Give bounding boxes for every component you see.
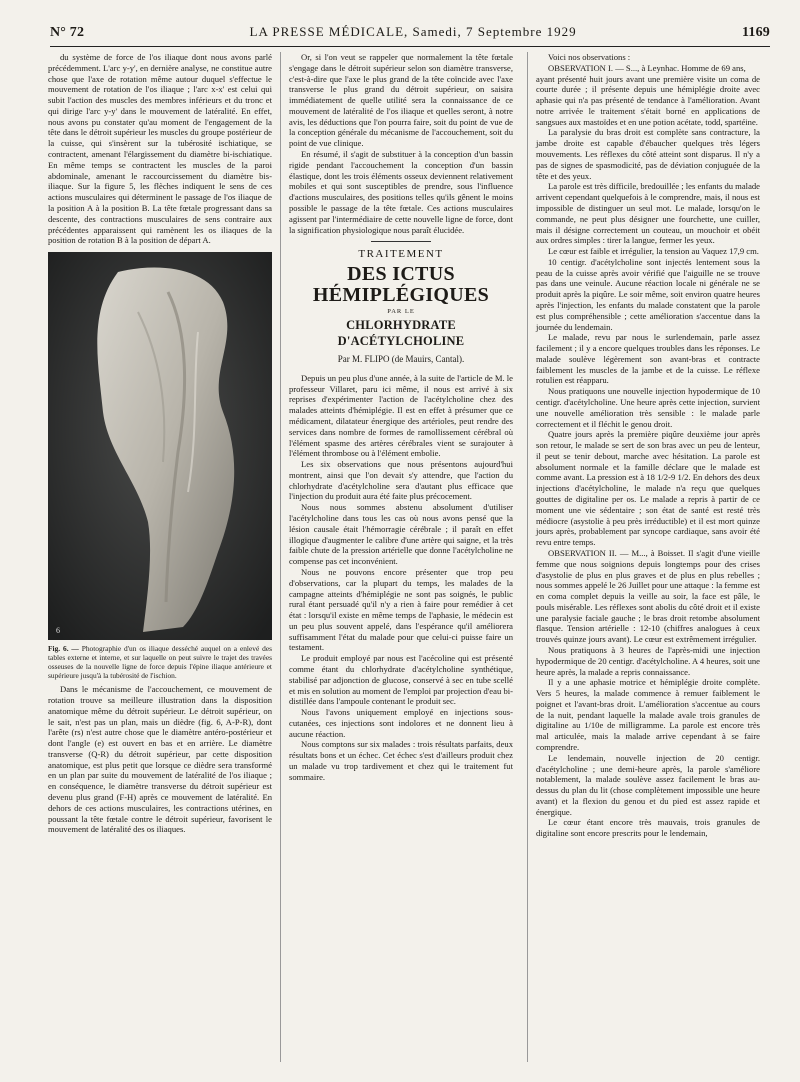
figure-caption [48, 644, 272, 680]
caption-prefix: Fig. 6. — [48, 644, 79, 654]
journal-title: LA PRESSE MÉDICALE, Samedi, 7 Septembre 1929 [249, 24, 577, 39]
article-subtitle: CHLORHYDRATE D'ACÉTYLCHOLINE [337, 318, 465, 348]
col3-paragraph: Le malade, revu par nous le surlendemain, parle assez facilement ; il y a encore quelques troubles dans les réponses. Le malade soulève légèrement son avant-bras et contracte faiblement les muscles de la jambe et de la cuisse. Le réflexe rotulien est réapparu. [536, 332, 760, 386]
header-rule [50, 46, 770, 47]
col2-paragraph: Les six observations que nous présentons aujourd'hui montrent, ainsi que l'on devait s'y attendre, que l'action du chlorhydrate d'acétylcholine sera d'autant plus efficace que l'injection du produit aura été faite plus précocement. [289, 459, 513, 502]
col3-paragraph: Il y a une aphasie motrice et hémiplégie droite complète. Vers 5 heures, la malade commence à remuer faiblement le poignet et l'avant-bras droit. L'amélioration s'accentue au cours de la nuit, pendant laquelle la malade avale trois granules de digitaline au 1/10e de milligramme. La parole est encore très mal articulée, mais la malade arrive cependant à se faire comprendre. [536, 677, 760, 752]
col2-paragraph: Or, si l'on veut se rappeler que normalement la tête fœtale s'engage dans le détroit supérieur selon son diamètre transverse, c'est-à-dire que l'axe le plus grand de la tête coïncide avec l'axe transverse le plus grand du détroit supérieur, on saisira immédiatement de quelle utilité sera la connaissance de ce mouvement de latéralité de l'os iliaque et quelles seront, à notre avis, les déductions que l'on pourra faire, soit du point de vue de la conception générale du mécanisme de l'accouchement, soit du point de vue clinique. [289, 52, 513, 149]
page-number: 1169 [741, 25, 770, 40]
caption-text: Photographie d'un os iliaque desséché auquel on a enlevé des tables externe et interne, et sur laquelle on peut suivre le trajet des travées osseuses de la nouvelle ligne de force depuis l'épine iliaque antérieure et supérieure jusqu'à la tubérosité de l'ischion. [48, 644, 272, 681]
column-1 [48, 52, 272, 835]
article-title: DES ICTUS HÉMIPLÉGIQUES [312, 263, 490, 307]
col3-paragraph: Le lendemain, nouvelle injection de 20 centigr. d'acétylcholine ; une demi-heure après, la parole s'améliore notablement, la malade soulève assez facilement le bras au-dessus du plan du lit (chose complètement impossible une heure avant) et la flexion du genou et du pied est assez rapide et énergique. [536, 752, 760, 817]
col2-paragraph: Nous comptons sur six malades : trois résultats parfaits, deux résultats bons et un échec. Cet échec s'est d'ailleurs produit chez un malade vu trop tardivement et chez qui le traitement fut sommaire. [289, 739, 513, 782]
col1-paragraph: Dans le mécanisme de l'accouchement, ce mouvement de rotation trouve sa meilleure illustration dans la disposition anatomique même du détroit supérieur. Le détroit supérieur, on le sait, n'est pas un plan, mais un dièdre (fig. 6, A-P-R), dont l'arête (rs) n'est autre chose que le diamètre antéro-postérieur et dont l'angle (e) est ouvert en bas et en arrière. Le diamètre transverse (Q-R) du détroit supérieur, par cette disposition anatomique, est plus petit que lorsque ce dièdre sera transformé en un plan par suite du mouvement de latéralité de l'os iliaque ; en conséquence, le diamètre transverse du détroit supérieur est devenu plus grand (F-H) après ce mouvement de latéralité. En dehors de ces actions musculaires, les contractions utérines, en poussant la tête fœtale contre le détroit supérieur, favorisent le mouvement de latéralité des os iliaques. [48, 684, 272, 835]
col3-intro: Voici nos observations : [548, 52, 631, 62]
col2-paragraph: Nous nous sommes abstenu absolument d'utiliser l'acétylcholine dans tous les cas où nous avons pensé que la lésion causale était l'hémorragie cérébrale ; il paraît en effet illogique d'augmenter le calibre d'une artère qui saigne, et la très faible chute de la pression artérielle que donne l'acétylcholine ne compense pas cet inconvénient. [289, 502, 513, 567]
col3-paragraph: Nous pratiquons à 3 heures de l'après-midi une injection hypodermique de 20 centigr. d'acétylcholine. A 4 heures, soit une heure après, la malade a repris connaissance. [536, 644, 760, 677]
article-author: Par M. FLIPO (de Mauirs, Cantal). [337, 353, 465, 364]
col3-paragraph: La parole est très difficile, bredouillée ; les enfants du malade arrivent cependant quelquefois à le comprendre, mais, il nous est impossible de distinguer un seul mot. Le malade, lorsqu'on le commande, ne peut plus désigner une fourchette, une cuiller, mais il désigne correctement un couteau, un mouchoir et obéit aux ordres simples : tirer la langue, fermer les yeux. [536, 181, 760, 246]
figure-label: 6 [56, 626, 60, 636]
observation-2: OBSERVATION II. — M..., à Boisset. Il s'agit d'une vieille femme que nous soignions depuis longtemps pour des crises d'asystolie de plus en plus graves et de plus en plus rebelles ; nous sommes appelé le 26 Juillet pour une attaque : la femme est en coma complet depuis la veille au soir, la face est pâle, le pouls misérable. Les réflexes sont abolis du côté droit et il existe une paralysie faciale gauche ; le bras droit retombe absolument flasque. Tension artérielle : 12-10 (chiffres analogues à ceux trouvés quinze jours avant). Le cœur est extrêmement irrégulier. [536, 547, 760, 645]
col2-paragraph: Nous ne pouvons encore présenter que trop peu d'observations, car la plupart du temps, les malades de la campagne atteints d'hémiplégie ne sont pas soignés, le public rural étant persuadé qu'il n'y a rien à faire pour remédier à cet état : lorsqu'il existe en même temps de l'aphasie, le médecin est un peu plus souvent appelé, dans l'espérance qu'il améliorera suffisamment l'état du malade pour que celui-ci puisse faire un testament. [289, 566, 513, 653]
col3-paragraph: Nous pratiquons une nouvelle injection hypodermique de 10 centigr. d'acétylcholine. Une heure après cette injection, survient une nouvelle amélioration très sensible : le malade parle correctement et il fléchit le genou droit. [536, 386, 760, 429]
article-title-par: PAR LE [387, 308, 415, 316]
column-divider-1 [280, 52, 281, 1062]
col3-paragraph: Quatre jours après la première piqûre deuxième jour après son retour, le malade se sert de son bras avec un peu de lenteur, il peut se tenir debout, marche avec hésitation. La parole est absolument normale et la famille déclare que le malade est comme avant. La pression est à 18 1/2-9 1/2. En dehors des deux injections d'acétylcholine, le malade n'a reçu que quelques gouttes de digitaline per os. Le malade a repris à partir de ce moment une vie sédentaire ; son état de santé est resté très médiocre (asystolie à peu près irréductible) et il est mort quinze jours après, probablement par syncope cardiaque, sans avoir été revu entre temps. [536, 429, 760, 548]
col3-paragraph: Le cœur étant encore très mauvais, trois granules de digitaline sont encore prescrits pour le lendemain, [536, 817, 760, 839]
column-2 [289, 52, 513, 783]
col2-paragraph: Le produit employé par nous est l'acécoline qui est présenté comme étant du chlorhydrate d'acétylcholine synthétique, stabilisé par adjonction de glucose, conservé à sec en tube scellé et mis en solution au moment de l'emploi par projection d'eau bi-distillée dans l'ampoule contenant le produit sec. [289, 653, 513, 707]
col3-paragraph: ayant présenté huit jours avant une première visite un coma de courte durée ; il présente depuis une hémiplégie droite avec aphasie qui n'a pas présenté de tendance à l'amélioration. Avant notre arrivée le traitement s'était borné en applications de sangsues aux mastoïdes et en une potion acétate, todd, spartéine. [536, 73, 760, 127]
col2-paragraph: Nous l'avons uniquement employé en injections sous-cutanées, ces injections sont indolores et ne donnent lieu à aucune réaction. [289, 707, 513, 739]
col2-paragraph: En résumé, il s'agit de substituer à la conception d'un bassin rigide pendant l'accouchement la conception d'un bassin élastique, dont les trois éléments osseux deviennent relativement mobiles et qui sont susceptibles de prendre, sous l'influence d'actions musculaires, des positions telles qu'ils gênent le moins possible le passage de la tête fœtale. Ces actions musculaires agissent par l'intermédiaire de cette nouvelle ligne de force, dont la signification physiologique nous paraît élucidée. [289, 149, 513, 235]
observation-1-title: OBSERVATION I. — S..., à Leynhac. Homme de 69 ans, [548, 62, 746, 73]
article-kicker: TRAITEMENT [358, 248, 444, 261]
col3-paragraph: Le cœur est faible et irrégulier, la tension au Vaquez 17,9 cm. [548, 246, 759, 257]
figure-iliac-bone-photo [48, 252, 272, 640]
col1-paragraph: du système de force de l'os iliaque dont nous avons parlé précédemment. L'arc y-y', en dernière analyse, ne constitue autre chose que l'axe de rotation même autour duquel s'effectue le mouvement de rotation de l'os iliaque ; l'arc x-x' est celui qui subit l'action des muscles des membres inférieurs et du tronc et qui dirige l'arc y-y' dans le mouvement de latéralité. En effet, nous avons pu constater qu'au moment de l'engagement de la tête dans le détroit supérieur les muscles du groupe postérieur de la cuisse, qui s'insèrent sur la tubérosité ischiatique, se contractent, amenant l'élargissement du diamètre bi-ischiatique. En même temps se contractent les muscles de la paroi abdominale, amenant le raccourcissement du diamètre bis-iliaque. Sur la figure 5, les flèches indiquent le sens de ces actions musculaires qui déterminent le passage de l'os iliaque de la position A à la position B. La tête fœtale progressant dans sa descente, des contractions musculaires de sens contraire aux précédentes apparaissent qui ramènent les os iliaques de la position de rotation B à la position de départ A. [48, 52, 272, 246]
column-divider-2 [527, 52, 528, 1062]
col3-paragraph: La paralysie du bras droit est complète sans contracture, la jambe droite est capable d'ébaucher quelques très légers mouvements. Les réflexes du côté atteint sont disparus. Il n'y a pas de signes de spasmodicité, pas de déviation conjuguée de la tête et des yeux. [536, 127, 760, 181]
col3-paragraph: 10 centigr. d'acétylcholine sont injectés lentement sous la peau de la cuisse après avoir vérifié que l'aiguille ne se trouve pas dans une veinule. Aucune réaction locale ni générale ne se produit après la piqûre. Le soir même, soit environ quatre heures après l'injection, les enfants du malade constatent que la parole est plus compréhensible ; cette amélioration s'accentue dans la journée du lendemain. [536, 256, 760, 332]
col2-paragraph: Depuis un peu plus d'une année, à la suite de l'article de M. le professeur Villaret, paru ici même, il nous est arrivé à six reprises d'expérimenter l'action de l'acétylcholine chez des malades atteints d'hémiplégie. Il est en effet à présumer que ce médicament, dilatateur énergique des artérioles, peut rendre des services dans nombre de formes de ramollissement cérébral où l'élément spasme des artères cérébrales vient se surajouter à l'élément thrombose ou à l'élément embolie. [289, 372, 513, 459]
section-divider [371, 241, 431, 242]
page-header [50, 24, 770, 44]
iliac-bone-photo-icon [48, 252, 272, 640]
column-3 [536, 52, 760, 839]
issue-number: N° 72 [50, 25, 85, 40]
